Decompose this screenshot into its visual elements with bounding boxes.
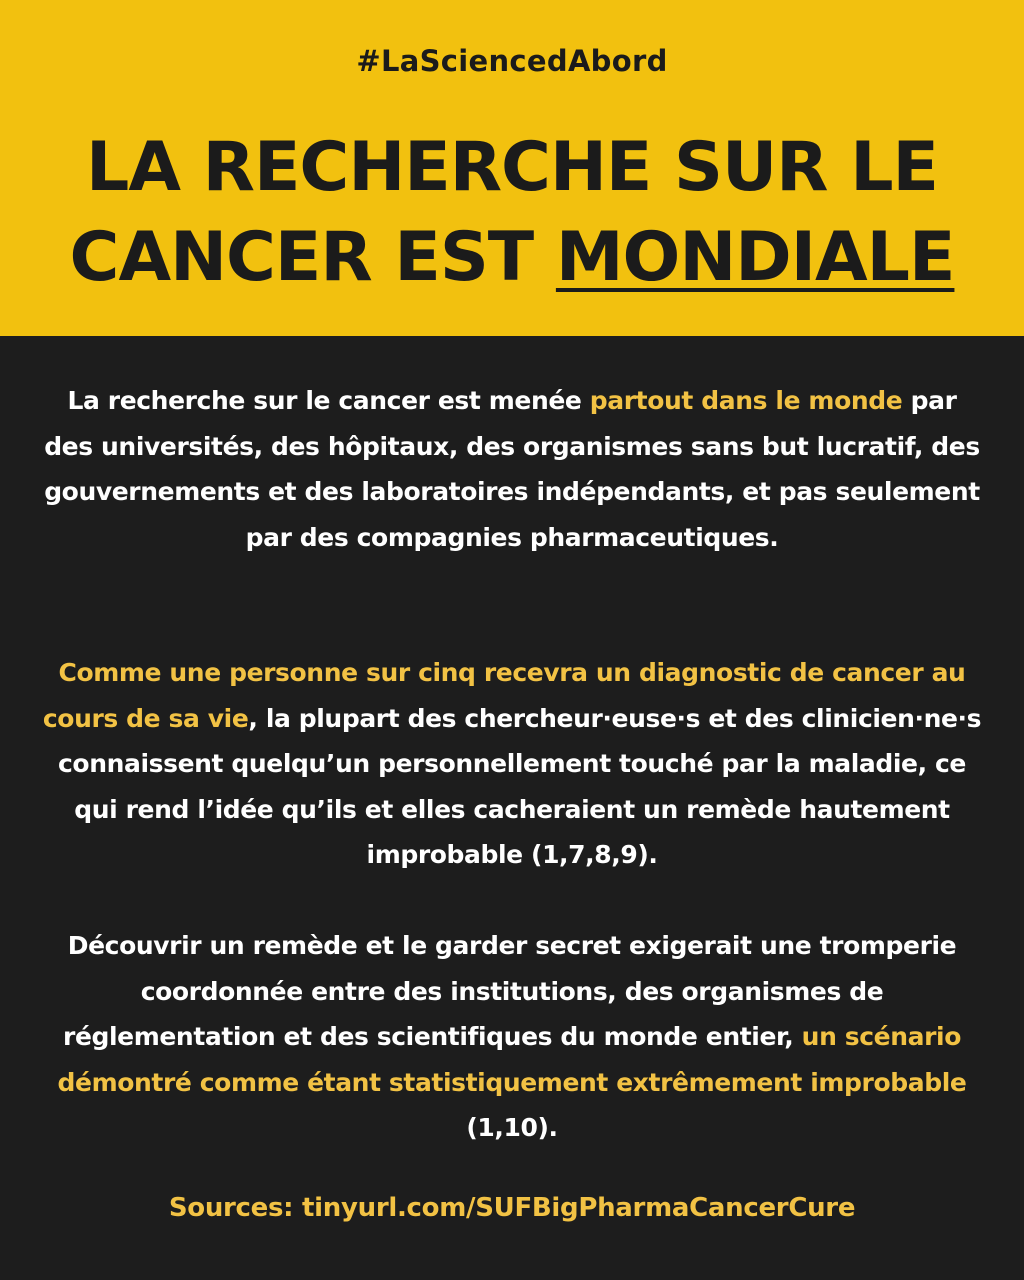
paragraph-2-highlight: Comme une personne sur cinq recevra un diagnostic de cancer au cours de sa vie — [42, 658, 966, 733]
paragraph-research-worldwide — [40, 378, 984, 560]
paragraph-one-in-five — [40, 650, 984, 878]
paragraph-3-highlight: un scénario démontré comme étant statistiquement extrêmement improbable — [57, 1022, 967, 1097]
title-line-2-prefix: CANCER EST — [69, 218, 534, 297]
hashtag: #LaSciencedAbord — [356, 44, 668, 78]
paragraph-secret-cure — [40, 923, 984, 1151]
page-title — [0, 123, 1024, 303]
paragraph-1-text-a: La recherche sur le cancer est menée — [67, 386, 590, 415]
title-line-1: LA RECHERCHE SUR LE — [85, 128, 939, 207]
paragraph-3-text-a: Découvrir un remède et le garder secret exigerait une tromperie coordonnée entre des institutions, des organismes de réglementation et des scientifiques du monde entier, — [63, 931, 957, 1051]
paragraph-2-text-a: , la plupart des chercheur·euse·s et des clinicien·ne·s connaissent quelqu’un personnellement touché par la maladie, ce qui rend l’idée qu’ils et elles cacheraient un remède hautement improbable (1,7,8,9). — [58, 703, 982, 869]
paragraph-1-text-b: par des universités, des hôpitaux, des organismes sans but lucratif, des gouvernements et des laboratoires indépendants, et pas seulement par des compagnies pharmaceutiques. — [44, 386, 980, 552]
sources-link[interactable]: Sources: tinyurl.com/SUFBigPharmaCancerCure — [168, 1193, 856, 1223]
title-emphasis: MONDIALE — [555, 218, 955, 297]
paragraph-1-highlight: partout dans le monde — [589, 386, 903, 415]
paragraph-3-text-b: (1,10). — [466, 1113, 558, 1142]
